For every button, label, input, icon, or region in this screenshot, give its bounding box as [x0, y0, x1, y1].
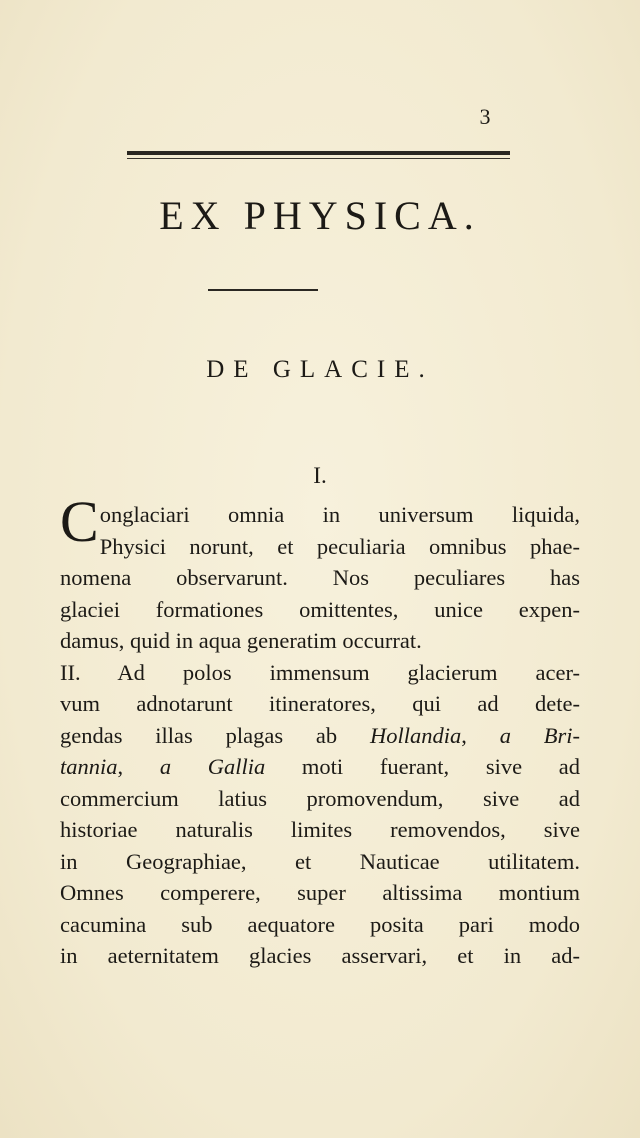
text-line: in Geographiae, et Nauticae utilitatem. — [60, 848, 580, 874]
section-title: EX PHYSICA. — [159, 193, 481, 238]
text-line — [60, 751, 580, 783]
title-divider-rule — [208, 289, 318, 291]
text-line: Omnes comperere, super altissima montium — [60, 880, 580, 905]
header-rule-thin — [127, 158, 510, 159]
text-segment: , — [461, 722, 467, 748]
text-line — [60, 720, 580, 752]
text-line: glaciei formationes omittentes, unice expen- — [60, 596, 580, 622]
italic-place-name: tannia — [60, 754, 118, 779]
text-segment: gendas illas plagas ab — [60, 722, 338, 748]
italic-place-name: a Bri- — [499, 722, 581, 748]
text-line: vum adnotarunt itineratores, qui ad dete- — [60, 691, 580, 716]
paragraph-1 — [60, 489, 580, 657]
drop-cap: C — [60, 489, 99, 554]
text-line: cacumina sub aequatore posita pari modo — [60, 911, 580, 937]
text-segment: moti fuerant, sive ad — [301, 754, 580, 779]
subsection-title: DE GLACIE. — [206, 356, 434, 383]
section-numeral: I. — [313, 463, 327, 488]
text-line: onglaciari omnia in universum liquida, — [99, 502, 580, 527]
text-line: Physici norunt, et peculiaria omnibus phae- — [99, 533, 580, 559]
body-text — [60, 489, 581, 972]
text-segment: , — [117, 754, 124, 779]
text-line: II. Ad polos immensum glacierum acer- — [60, 659, 580, 685]
italic-place-name: a Gallia — [159, 754, 266, 779]
text-line: nomena observarunt. Nos peculiares has — [60, 565, 580, 590]
text-line: in aeternitatem glacies asservari, et in ad- — [60, 943, 580, 968]
paragraph-2 — [60, 657, 580, 972]
text-line: damus, quid in aqua generatim occurrat. — [60, 628, 422, 653]
italic-place-name: Hollandia — [369, 722, 462, 748]
text-line: historiae naturalis limites removendos, sive — [60, 817, 580, 842]
header-rule-thick — [127, 151, 510, 155]
page-number: 3 — [479, 104, 491, 129]
text-line: commercium latius promovendum, sive ad — [60, 785, 580, 811]
